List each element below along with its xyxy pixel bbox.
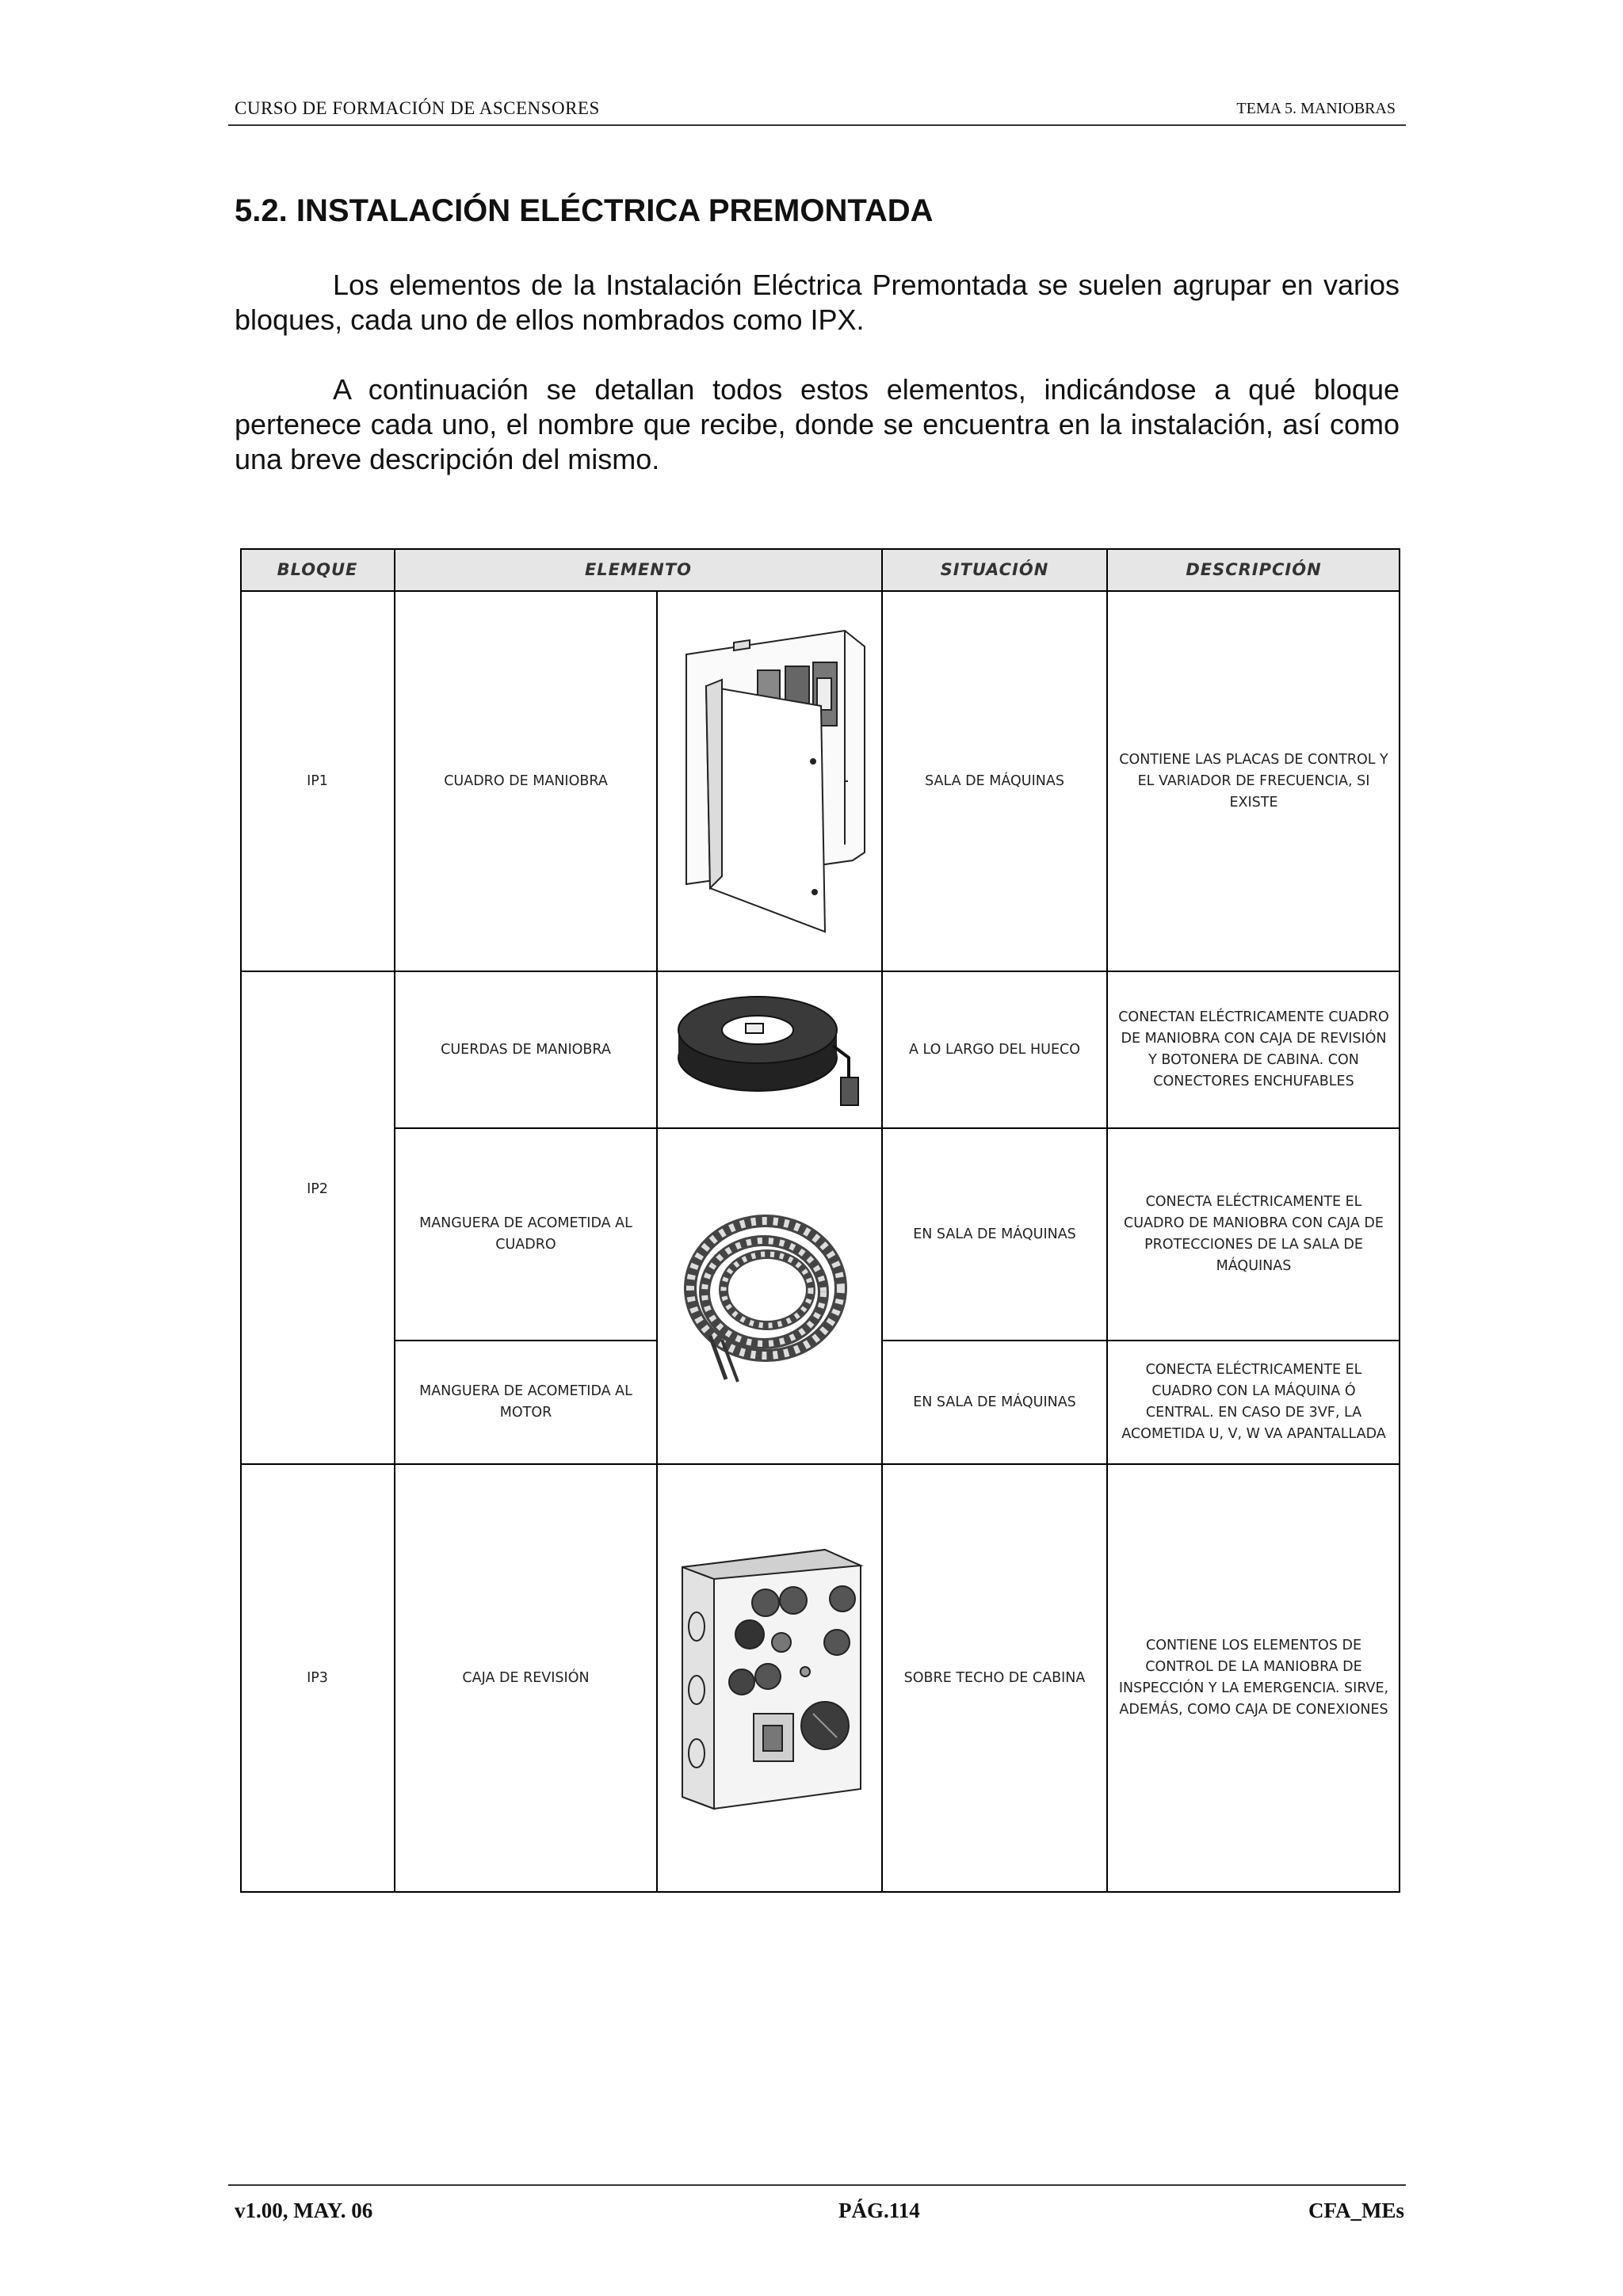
block-cell-ip1: IP1 [307,772,328,789]
detail-paragraph: A continuación se detallan todos estos elementos, indicándose a qué bloque pertenece cada uno, el nombre que recibe, donde se encuentra en la instalación, así como una breve descripción del mismo. [235,373,1400,475]
coiled-hose-icon [657,1128,882,1464]
table-border-top [240,548,1400,550]
footer-code: CFA_MEs [1308,2199,1404,2222]
intro-paragraph: Los elementos de la Instalación Eléctrica Premontada se suelen agrupar en varios bloques, cada uno de ellos nombrados como IPX. [235,269,1400,336]
inspection-box-icon [657,1464,882,1892]
element-name-cell: CAJA DE REVISIÓN [462,1669,590,1686]
description-cell: CONTIENE LAS PLACAS DE CONTROL Y EL VARIADOR DE FRECUENCIA, SI EXISTE [1119,751,1388,810]
column-header-bloque: BLOQUE [277,559,358,579]
description-cell: CONECTA ELÉCTRICAMENTE EL CUADRO CON LA MÁQUINA Ó CENTRAL. EN CASO DE 3VF, LA ACOMETIDA U, V, W VA APANTALLADA [1121,1362,1386,1442]
header-rule [228,124,1406,126]
situation-cell: EN SALA DE MÁQUINAS [913,1226,1076,1242]
control-cabinet-icon [657,591,882,971]
footer-rule [228,2184,1406,2186]
element-name-cell: MANGUERA DE ACOMETIDA AL CUADRO [419,1215,632,1253]
table-row-rule [240,971,1400,972]
running-header-course: CURSO DE FORMACIÓN DE ASCENSORES [235,98,600,118]
running-header-topic: TEMA 5. MANIOBRAS [1236,100,1396,117]
table-header-rule [240,590,1400,592]
table-row-rule [882,1340,1400,1341]
column-header-descripcion: DESCRIPCIÓN [1186,559,1322,579]
element-name-cell: MANGUERA DE ACOMETIDA AL MOTOR [419,1383,632,1421]
footer-page-number: PÁG.114 [838,2199,920,2222]
table-border-left [240,548,242,1893]
table-column-rule [881,548,883,1893]
element-name-cell: CUERDAS DE MANIOBRA [441,1041,611,1058]
description-cell: CONTIENE LOS ELEMENTOS DE CONTROL DE LA MANIOBRA DE INSPECCIÓN Y LA EMERGENCIA. SIRVE, ADEMÁS, COMO CAJA DE CONEXIONES [1118,1638,1389,1718]
description-cell: CONECTAN ELÉCTRICAMENTE CUADRO DE MANIOBRA CON CAJA DE REVISIÓN Y BOTONERA DE CABINA. CON CONECTORES ENCHUFABLES [1118,1009,1389,1089]
table-row-rule [395,1127,1400,1129]
element-name-cell: CUADRO DE MANIOBRA [444,772,608,789]
situation-cell: SOBRE TECHO DE CABINA [903,1669,1086,1686]
situation-cell: SALA DE MÁQUINAS [925,772,1064,789]
column-header-situacion: SITUACIÓN [940,559,1049,579]
table-column-rule [394,548,395,1893]
table-border-right [1399,548,1400,1893]
section-title: 5.2. INSTALACIÓN ELÉCTRICA PREMONTADA [235,193,934,228]
table-row-rule [395,1340,657,1341]
description-cell: CONECTA ELÉCTRICAMENTE EL CUADRO DE MANIOBRA CON CAJA DE PROTECCIONES DE LA SALA DE MÁQUINAS [1124,1194,1384,1274]
table-row-rule [240,1463,1400,1465]
footer-version: v1.00, MAY. 06 [235,2199,373,2222]
table-border-bottom [240,1891,1400,1893]
table-column-rule [656,591,658,1893]
block-cell-ip3: IP3 [307,1669,328,1686]
elements-table [240,548,1400,1893]
column-header-elemento: ELEMENTO [584,559,693,579]
flat-cable-reel-icon [657,971,882,1128]
table-column-rule [1106,548,1108,1893]
situation-cell: A LO LARGO DEL HUECO [908,1041,1081,1058]
situation-cell: EN SALA DE MÁQUINAS [913,1394,1076,1410]
block-cell-ip2: IP2 [307,1181,328,1197]
